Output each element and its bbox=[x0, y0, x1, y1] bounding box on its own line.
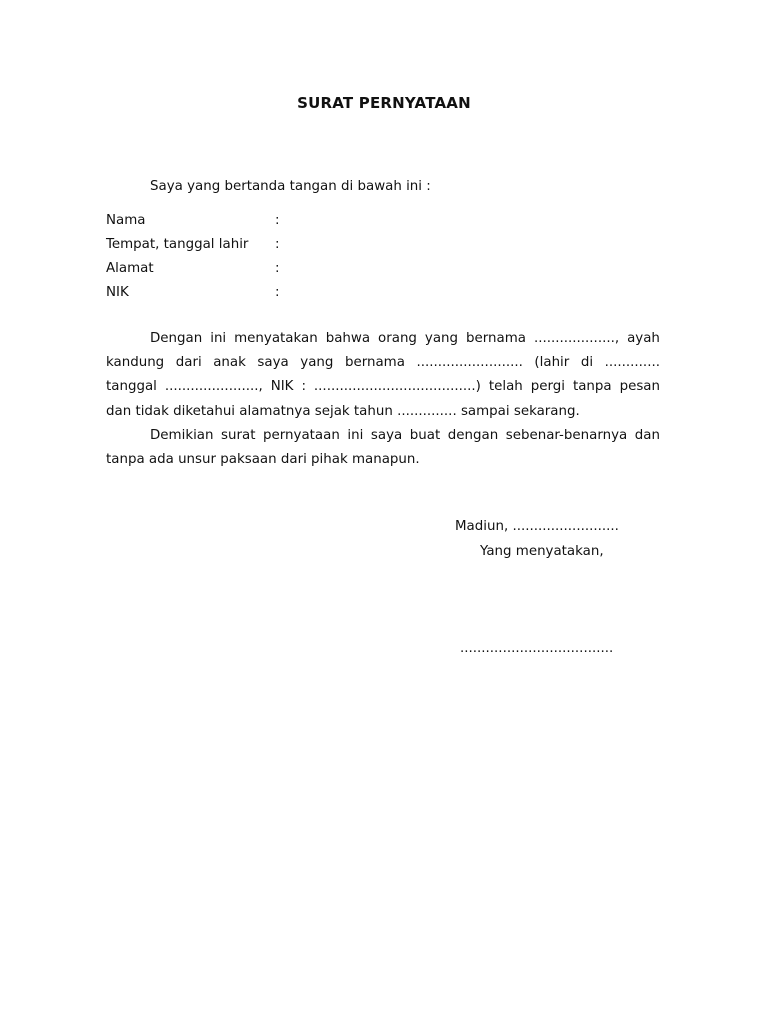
word: tanpa bbox=[572, 379, 612, 395]
word: ......................................) bbox=[313, 379, 481, 395]
signature-role: Yang menyatakan, bbox=[480, 544, 604, 559]
word: buat bbox=[409, 427, 441, 443]
word: bernama bbox=[466, 331, 526, 346]
field-row-alamat bbox=[106, 259, 295, 283]
paragraph2-line2 bbox=[106, 448, 660, 472]
identity-fields bbox=[106, 211, 295, 307]
word: orang bbox=[378, 331, 417, 346]
field-label: Tempat, tanggal lahir bbox=[106, 237, 249, 252]
paragraph1-line2 bbox=[106, 351, 660, 375]
word: dengan bbox=[447, 427, 499, 443]
field-colon: : bbox=[275, 213, 280, 228]
word: ini bbox=[347, 427, 364, 443]
word: pergi bbox=[530, 379, 565, 395]
word: Demikian bbox=[150, 427, 214, 443]
word: menyatakan bbox=[234, 331, 318, 346]
word: bahwa bbox=[325, 331, 371, 346]
word: sebenar-benarnya bbox=[505, 427, 628, 443]
field-label: NIK bbox=[106, 285, 129, 300]
word: telah bbox=[488, 379, 523, 395]
word: dan bbox=[634, 427, 660, 443]
word: : bbox=[301, 379, 306, 395]
word: yang bbox=[424, 331, 459, 346]
document-title: SURAT PERNYATAAN bbox=[297, 94, 471, 112]
signature-name-line: .................................... bbox=[460, 641, 614, 656]
word: di bbox=[580, 355, 594, 371]
signature-place-date: Madiun, ......................... bbox=[455, 519, 619, 534]
word: tanggal bbox=[106, 379, 157, 395]
word: ..................., bbox=[533, 331, 620, 346]
field-row-nama bbox=[106, 211, 295, 235]
field-label: Alamat bbox=[106, 261, 154, 276]
word: kandung bbox=[106, 355, 165, 371]
statement-body bbox=[106, 327, 660, 472]
field-row-tempat-tanggal-lahir bbox=[106, 235, 295, 259]
word: ......................, bbox=[164, 379, 263, 395]
word: ......................... bbox=[416, 355, 523, 371]
word: surat bbox=[221, 427, 256, 443]
word: saya bbox=[257, 355, 289, 371]
word: pesan bbox=[619, 379, 660, 395]
word: yang bbox=[300, 355, 334, 371]
field-colon: : bbox=[275, 285, 280, 300]
paragraph1-line1 bbox=[106, 327, 660, 351]
word: saya bbox=[370, 427, 403, 443]
paragraph1-line4 bbox=[106, 400, 660, 424]
word: dari bbox=[175, 355, 202, 371]
paragraph2-line2-text: tanpa ada unsur paksaan dari pihak manapun. bbox=[106, 451, 420, 467]
field-colon: : bbox=[275, 261, 280, 276]
paragraph1-line3 bbox=[106, 375, 660, 399]
word: (lahir bbox=[534, 355, 570, 371]
field-colon: : bbox=[275, 237, 280, 252]
word: bernama bbox=[344, 355, 405, 371]
word: ayah bbox=[627, 331, 660, 346]
field-label: Nama bbox=[106, 213, 146, 228]
field-row-nik bbox=[106, 283, 295, 307]
word: ............. bbox=[604, 355, 660, 371]
word: NIK bbox=[270, 379, 294, 395]
intro-text: Saya yang bertanda tangan di bawah ini : bbox=[150, 179, 431, 194]
paragraph1-line4-text: dan tidak diketahui alamatnya sejak tahun .............. sampai sekarang. bbox=[106, 403, 580, 419]
word: ini bbox=[210, 331, 227, 346]
word: Dengan bbox=[150, 331, 203, 346]
paragraph2-line1 bbox=[106, 424, 660, 448]
word: pernyataan bbox=[263, 427, 340, 443]
word: anak bbox=[213, 355, 246, 371]
